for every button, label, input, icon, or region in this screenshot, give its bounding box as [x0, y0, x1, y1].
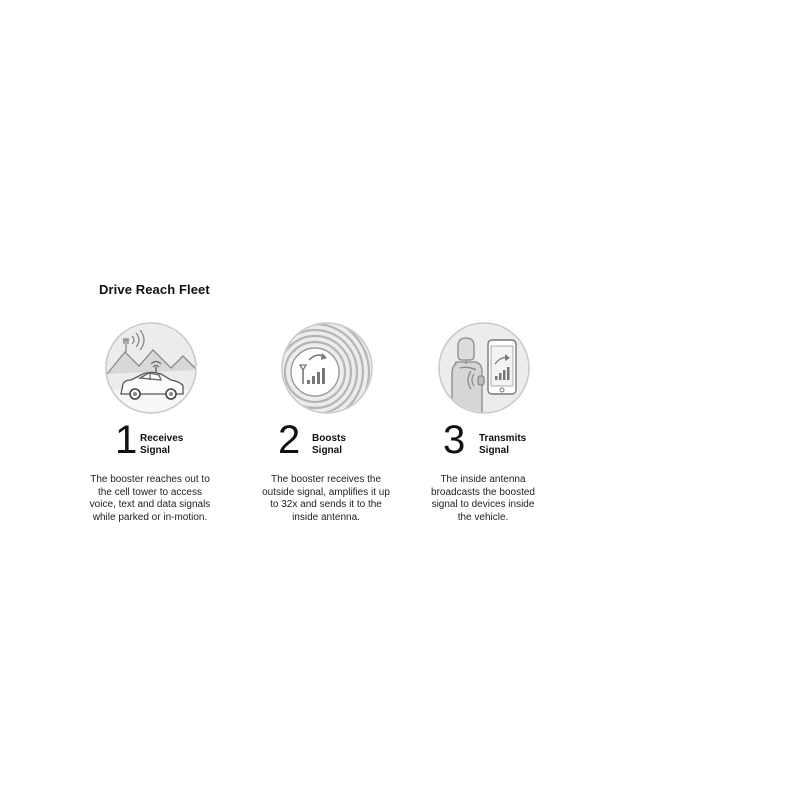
step-label [479, 433, 539, 457]
step-description [236, 474, 416, 524]
desc-line: broadcasts the boosted [431, 486, 535, 498]
step-label-line1: Transmits [479, 433, 527, 444]
desc-line: the vehicle. [457, 511, 509, 523]
car-tower-icon [105, 322, 197, 414]
step-label-line2: Signal [140, 445, 171, 456]
desc-line: The booster receives the [270, 474, 382, 485]
step-number: 2 [278, 418, 301, 462]
phone-transmit-icon [438, 322, 530, 414]
step-label-line1: Receives [140, 433, 184, 444]
signal-boost-icon [281, 322, 373, 414]
desc-line: voice, text and data signals [89, 499, 211, 510]
desc-line: while parked or in-motion. [92, 511, 208, 523]
step-number: 3 [443, 418, 466, 462]
desc-line: signal to devices inside [431, 499, 535, 510]
desc-line: inside antenna. [292, 511, 360, 523]
step-description [393, 474, 573, 524]
step-label [140, 433, 200, 457]
step-description [60, 474, 240, 524]
desc-line: The booster reaches out to [90, 474, 210, 485]
step-label [312, 433, 372, 457]
desc-line: the cell tower to access [98, 486, 202, 498]
step-number: 1 [115, 418, 138, 462]
step-label-line2: Signal [312, 445, 343, 456]
desc-line: The inside antenna [440, 474, 526, 485]
step-label-line2: Signal [479, 445, 510, 456]
step-label-line1: Boosts [312, 433, 346, 444]
page-title: Drive Reach Fleet [99, 282, 210, 297]
desc-line: to 32x and sends it to the [270, 499, 382, 510]
desc-line: outside signal, amplifies it up [262, 486, 390, 498]
